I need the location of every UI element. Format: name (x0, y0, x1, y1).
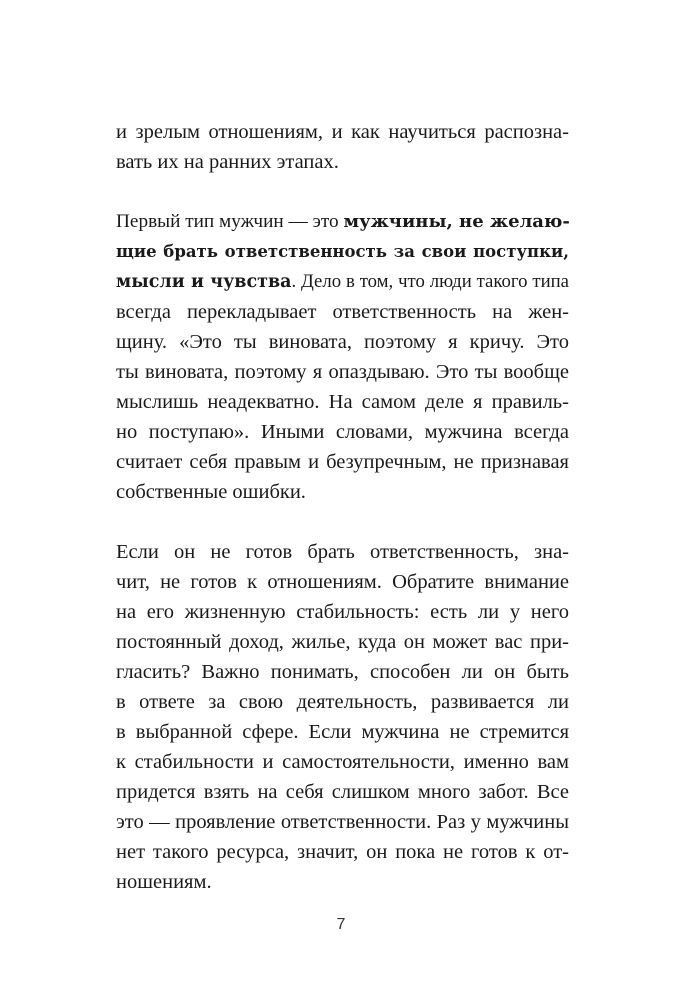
text-line (116, 269, 569, 295)
text-line: чит, не готов к отношениям. Обратите внимание (116, 571, 569, 593)
text-line: в ответе за свою деятельность, развивается ли (116, 691, 569, 713)
text-line: гласить? Важно понимать, способен ли он быть (116, 661, 569, 683)
bold-text-line: щие брать ответственность за свои поступки, (116, 242, 569, 261)
text-line: всегда перекладывает ответственность на жен- (116, 301, 569, 323)
text-line: считает себя правым и безупречным, не признавая (116, 451, 569, 473)
text-line (116, 209, 569, 235)
plain-text: . Дело в том, что люди такого типа (291, 271, 569, 292)
text-line: нет такого ресурса, значит, он пока не готов к от- (116, 841, 569, 863)
bold-text: мужчины, не желаю- (343, 211, 570, 232)
text-line: придется взять на себя слишком много забот. Все (116, 781, 569, 803)
text-line: мыслишь неадекватно. На самом деле я правиль- (116, 391, 569, 413)
bold-text: мысли и чувства (116, 272, 292, 292)
page-number: 7 (336, 916, 346, 933)
plain-text: Первый тип мужчин — это (116, 211, 344, 232)
text-line: это — проявление ответственности. Раз у мужчины (116, 811, 569, 833)
text-line: но поступаю». Иными словами, мужчина всегда (116, 421, 569, 443)
text-line: ношениям. (116, 871, 212, 893)
text-line: ты виновата, поэтому я опаздываю. Это ты вообще (116, 361, 569, 383)
text-line: Если он не готов брать ответственность, зна- (116, 541, 569, 563)
text-line: в выбранной сфере. Если мужчина не стремится (116, 721, 569, 743)
text-line: к стабильности и самостоятельности, именно вам (116, 751, 569, 773)
text-line: щину. «Это ты виновата, поэтому я кричу. Это (116, 331, 569, 353)
text-line: постоянный доход, жилье, куда он может вас при- (116, 631, 569, 653)
text-line: и зрелым отношениям, и как научиться распозна- (116, 121, 569, 143)
text-line: на его жизненную стабильность: есть ли у него (116, 601, 569, 623)
text-line: собственные ошибки. (116, 481, 306, 503)
text-line: вать их на ранних этапах. (116, 151, 339, 173)
